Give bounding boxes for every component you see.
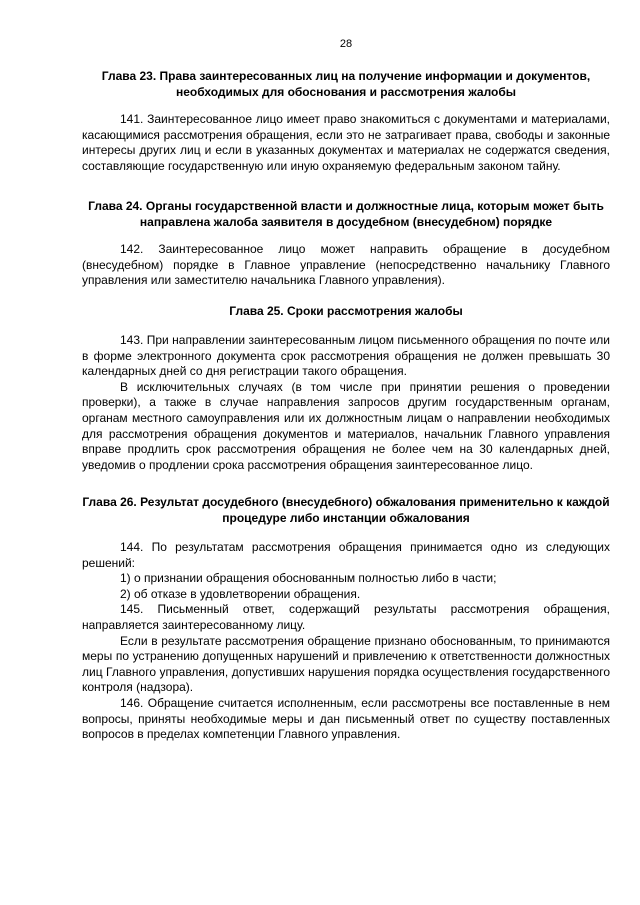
chapter-26-title: Глава 26. Результат досудебного (внесудебного) обжалования применительно к каждой процедуре либо инстанции обжалования [82, 495, 610, 525]
paragraph-145: 145. Письменный ответ, содержащий результаты рассмотрения обращения, направляется заинтересованному лицу. [82, 602, 610, 632]
chapter-24-section [82, 198, 610, 289]
paragraph-146: 146. Обращение считается исполненным, если рассмотрены все поставленные в нем вопросы, приняты необходимые меры и дан письменный ответ по существу поставленных вопросов в пределах компетенции Главного управления. [82, 695, 610, 742]
page-number: 28 [339, 38, 353, 50]
chapter-26-section [82, 494, 610, 743]
paragraph-142: 142. Заинтересованное лицо может направить обращение в досудебном (внесудебном) порядке в Главное управление (непосредственно начальнику Главного управления или заместителю начальника Главного управления). [82, 242, 610, 288]
chapter-25-title: Глава 25. Сроки рассмотрения жалобы [229, 304, 463, 318]
paragraph-143: 143. При направлении заинтересованным лицом письменного обращения по почте или в форме электронного документа срок рассмотрения обращения не должен превышать 30 календарных дней со дня регистрации такого обращения. [82, 333, 610, 379]
chapter-23-section [82, 68, 610, 174]
chapter-23-title: Глава 23. Права заинтересованных лиц на получение информации и документов, необходимых для обоснования и рассмотрения жалобы [101, 69, 591, 99]
paragraph-145-measures: Если в результате рассмотрения обращение признано обоснованным, то принимаются меры по устранению допущенных нарушений и привлечению к ответственности должностных лиц Главного управления, допустивших нарушения порядка осуществления государственного контроля (надзора). [82, 633, 610, 695]
chapter-24-title: Глава 24. Органы государственной власти и должностные лица, которым может быть направлена жалоба заявителя в досудебном (внесудебном) порядке [88, 199, 604, 229]
paragraph-144: 144. По результатам рассмотрения обращения принимается одно из следующих решений: [82, 540, 610, 570]
paragraph-141: 141. Заинтересованное лицо имеет право знакомиться с документами и материалами, касающимися рассмотрения обращения, если это не затрагивает права, свободы и законные интересы других лиц и если в указанных документах и материалах не содержатся сведения, составляющие государственную или иную охраняемую федеральным законом тайну. [82, 112, 610, 173]
chapter-25-section [82, 303, 610, 473]
decision-item-1: 1) о признании обращения обоснованным полностью либо в части; [120, 571, 497, 586]
decision-item-2: 2) об отказе в удовлетворении обращения. [120, 586, 361, 601]
paragraph-143-extension: В исключительных случаях (в том числе при принятии решения о проведении проверки), а также в случае направления запросов другим государственным органам, органам местного самоуправления или их должностным лицам о направлении необходимых для рассмотрения обращения документов и материалов, начальник Главного управления вправе продлить срок рассмотрения обращения не более чем на 30 календарных дней, уведомив о продлении срока рассмотрения обращения заинтересованное лицо. [82, 379, 610, 472]
